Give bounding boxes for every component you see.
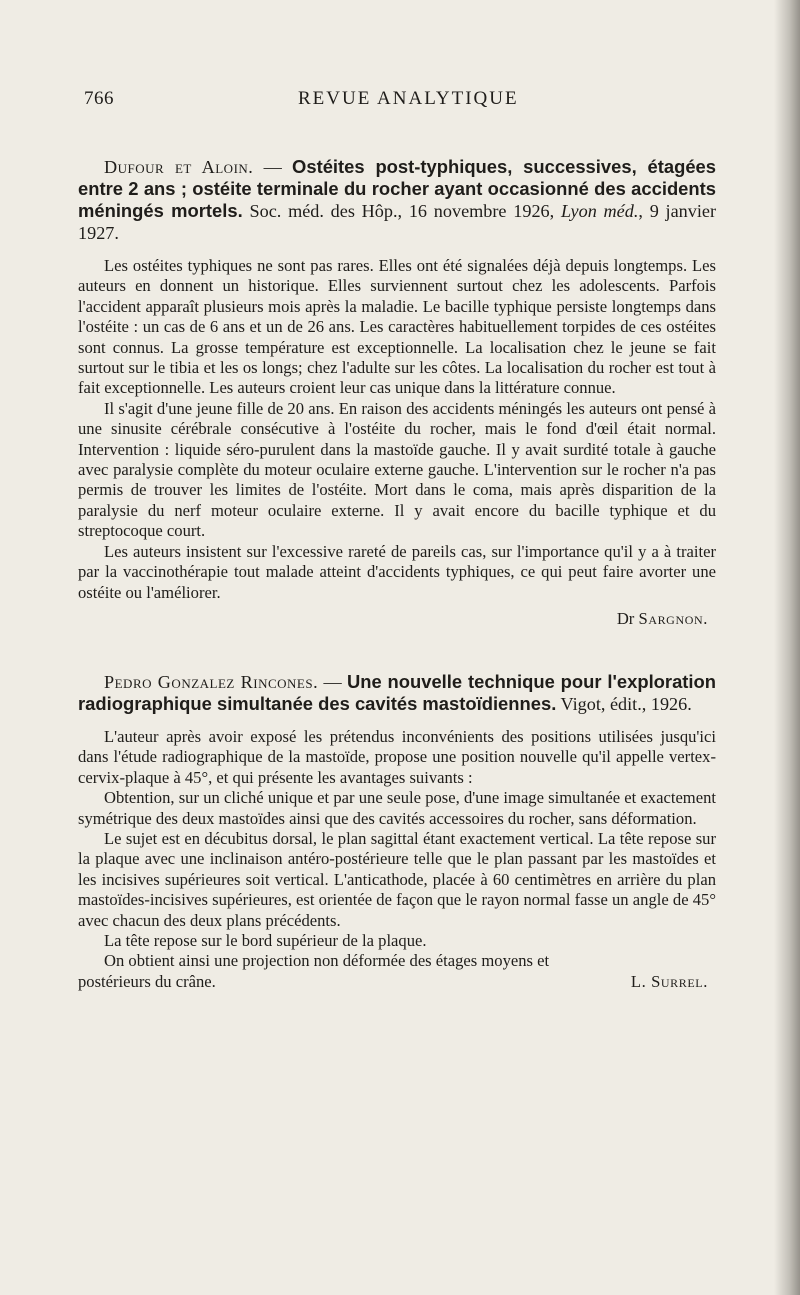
- paragraph: Les auteurs insistent sur l'excessive rareté de pareils cas, sur l'importance qu'il y a à traiter par la vaccinothérapie tout malade atteint d'accidents typhiques, ce qui peut faire avorter une ostéite ou l'améliorer.: [78, 541, 716, 602]
- document-page: [78, 88, 716, 992]
- signature-name: L. Surrel.: [630, 971, 708, 991]
- paragraph: La tête repose sur le bord supérieur de la plaque.: [104, 930, 427, 950]
- article-authors: Dufour et Aloin.: [104, 157, 254, 177]
- article-body: [78, 256, 716, 603]
- article-signature: [78, 609, 716, 629]
- citation-dash: —: [323, 671, 342, 692]
- paragraph: Le sujet est en décubitus dorsal, le plan sagittal étant exactement vertical. La tête repose sur la plaque avec une inclinaison antéro-postérieure telle que le plan passant par les mastoïdes et les incisives supérieures soit vertical. L'anticathode, placée à 60 centimètres en arrière du plan mastoïdes-incisives supérieures, est orientée de façon que le rayon normal fasse un angle de 45° avec chacun des deux plans précédents.: [78, 828, 716, 930]
- article-source: Vigot, édit., 1926.: [560, 693, 692, 714]
- paragraph: L'auteur après avoir exposé les prétendus inconvénients des positions utilisées jusqu'ici dans l'étude radiographique de la mastoïde, propose une position nouvelle qu'il appelle vertex-cervix-plaque à 45°, et qui présente les avantages suivants :: [78, 726, 716, 787]
- paragraph: Obtention, sur un cliché unique et par une seule pose, d'une image simultanée et exactement symétrique des deux mastoïdes ainsi que des cavités accessoires du rocher, sans déformation.: [78, 788, 716, 828]
- article-title: Une nouvelle technique pour l'exploration radiographique simultanée des cavités mastoïdiennes.: [78, 670, 716, 714]
- paragraph: Les ostéites typhiques ne sont pas rares. Elles ont été signalées déjà depuis longtemps. Les auteurs en donnent un historique. Elles surviennent surtout chez les adolescents. Parfois l'accident apparaît plusieurs mois après la maladie. Le bacille typhique persiste longtemps dans l'ostéite : un cas de 6 ans et un de 26 ans. Les caractères habituellement torpides de ces ostéites sont connus. La grosse température est exceptionnelle. La localisation chez le jeune se fait surtout sur le tibia et les os longs; chez l'adulte sur les côtes. La localisation du rocher est tout à fait exceptionnelle. Les auteurs croient leur cas unique dans la littérature connue.: [78, 256, 716, 398]
- article-citation: [78, 156, 716, 244]
- paragraph: On obtient ainsi une projection non déformée des étages moyens et: [104, 951, 550, 971]
- article-source: Soc. méd. des Hôp., 16 novembre 1926, Lyon méd., 9 janvier 1927.: [78, 201, 717, 243]
- signature-title: Dr: [616, 608, 635, 628]
- page-edge-shadow: [774, 0, 800, 1295]
- article-authors: Pedro Gonzalez Rincones.: [104, 671, 319, 692]
- closing-text: postérieurs du crâne.: [78, 971, 216, 991]
- source-journal: Lyon méd.: [560, 201, 639, 221]
- article-2: [78, 671, 716, 992]
- article-body: [78, 727, 716, 992]
- article-1: [78, 156, 716, 629]
- journal-title: REVUE ANALYTIQUE: [298, 88, 519, 109]
- citation-dash: —: [263, 157, 282, 177]
- closing-line: [78, 972, 716, 992]
- article-citation: [78, 671, 716, 715]
- signature-name: Sargnon.: [638, 608, 708, 628]
- running-head: [78, 88, 716, 118]
- article-title: Ostéites post-typhiques, successives, étagées entre 2 ans ; ostéite terminale du rocher ayant occasionné des accidents méningés mortels.: [78, 156, 717, 221]
- page-number: 766: [84, 88, 114, 109]
- paragraph: Il s'agit d'une jeune fille de 20 ans. En raison des accidents méningés les auteurs ont pensé à une sinusite cérébrale consécutive à l'ostéite du rocher, mais le fond d'œil était normal. Intervention : liquide séro-purulent dans la mastoïde gauche. Il y avait surdité totale à gauche avec paralysie complète du moteur oculaire externe gauche. L'intervention sur le rocher n'a pas permis de trouver les limites de l'ostéite. Mort dans le coma, mais après disparition de la paralysie du nerf moteur oculaire externe. Il y avait encore du bacille typhique et du streptocoque court.: [78, 398, 716, 541]
